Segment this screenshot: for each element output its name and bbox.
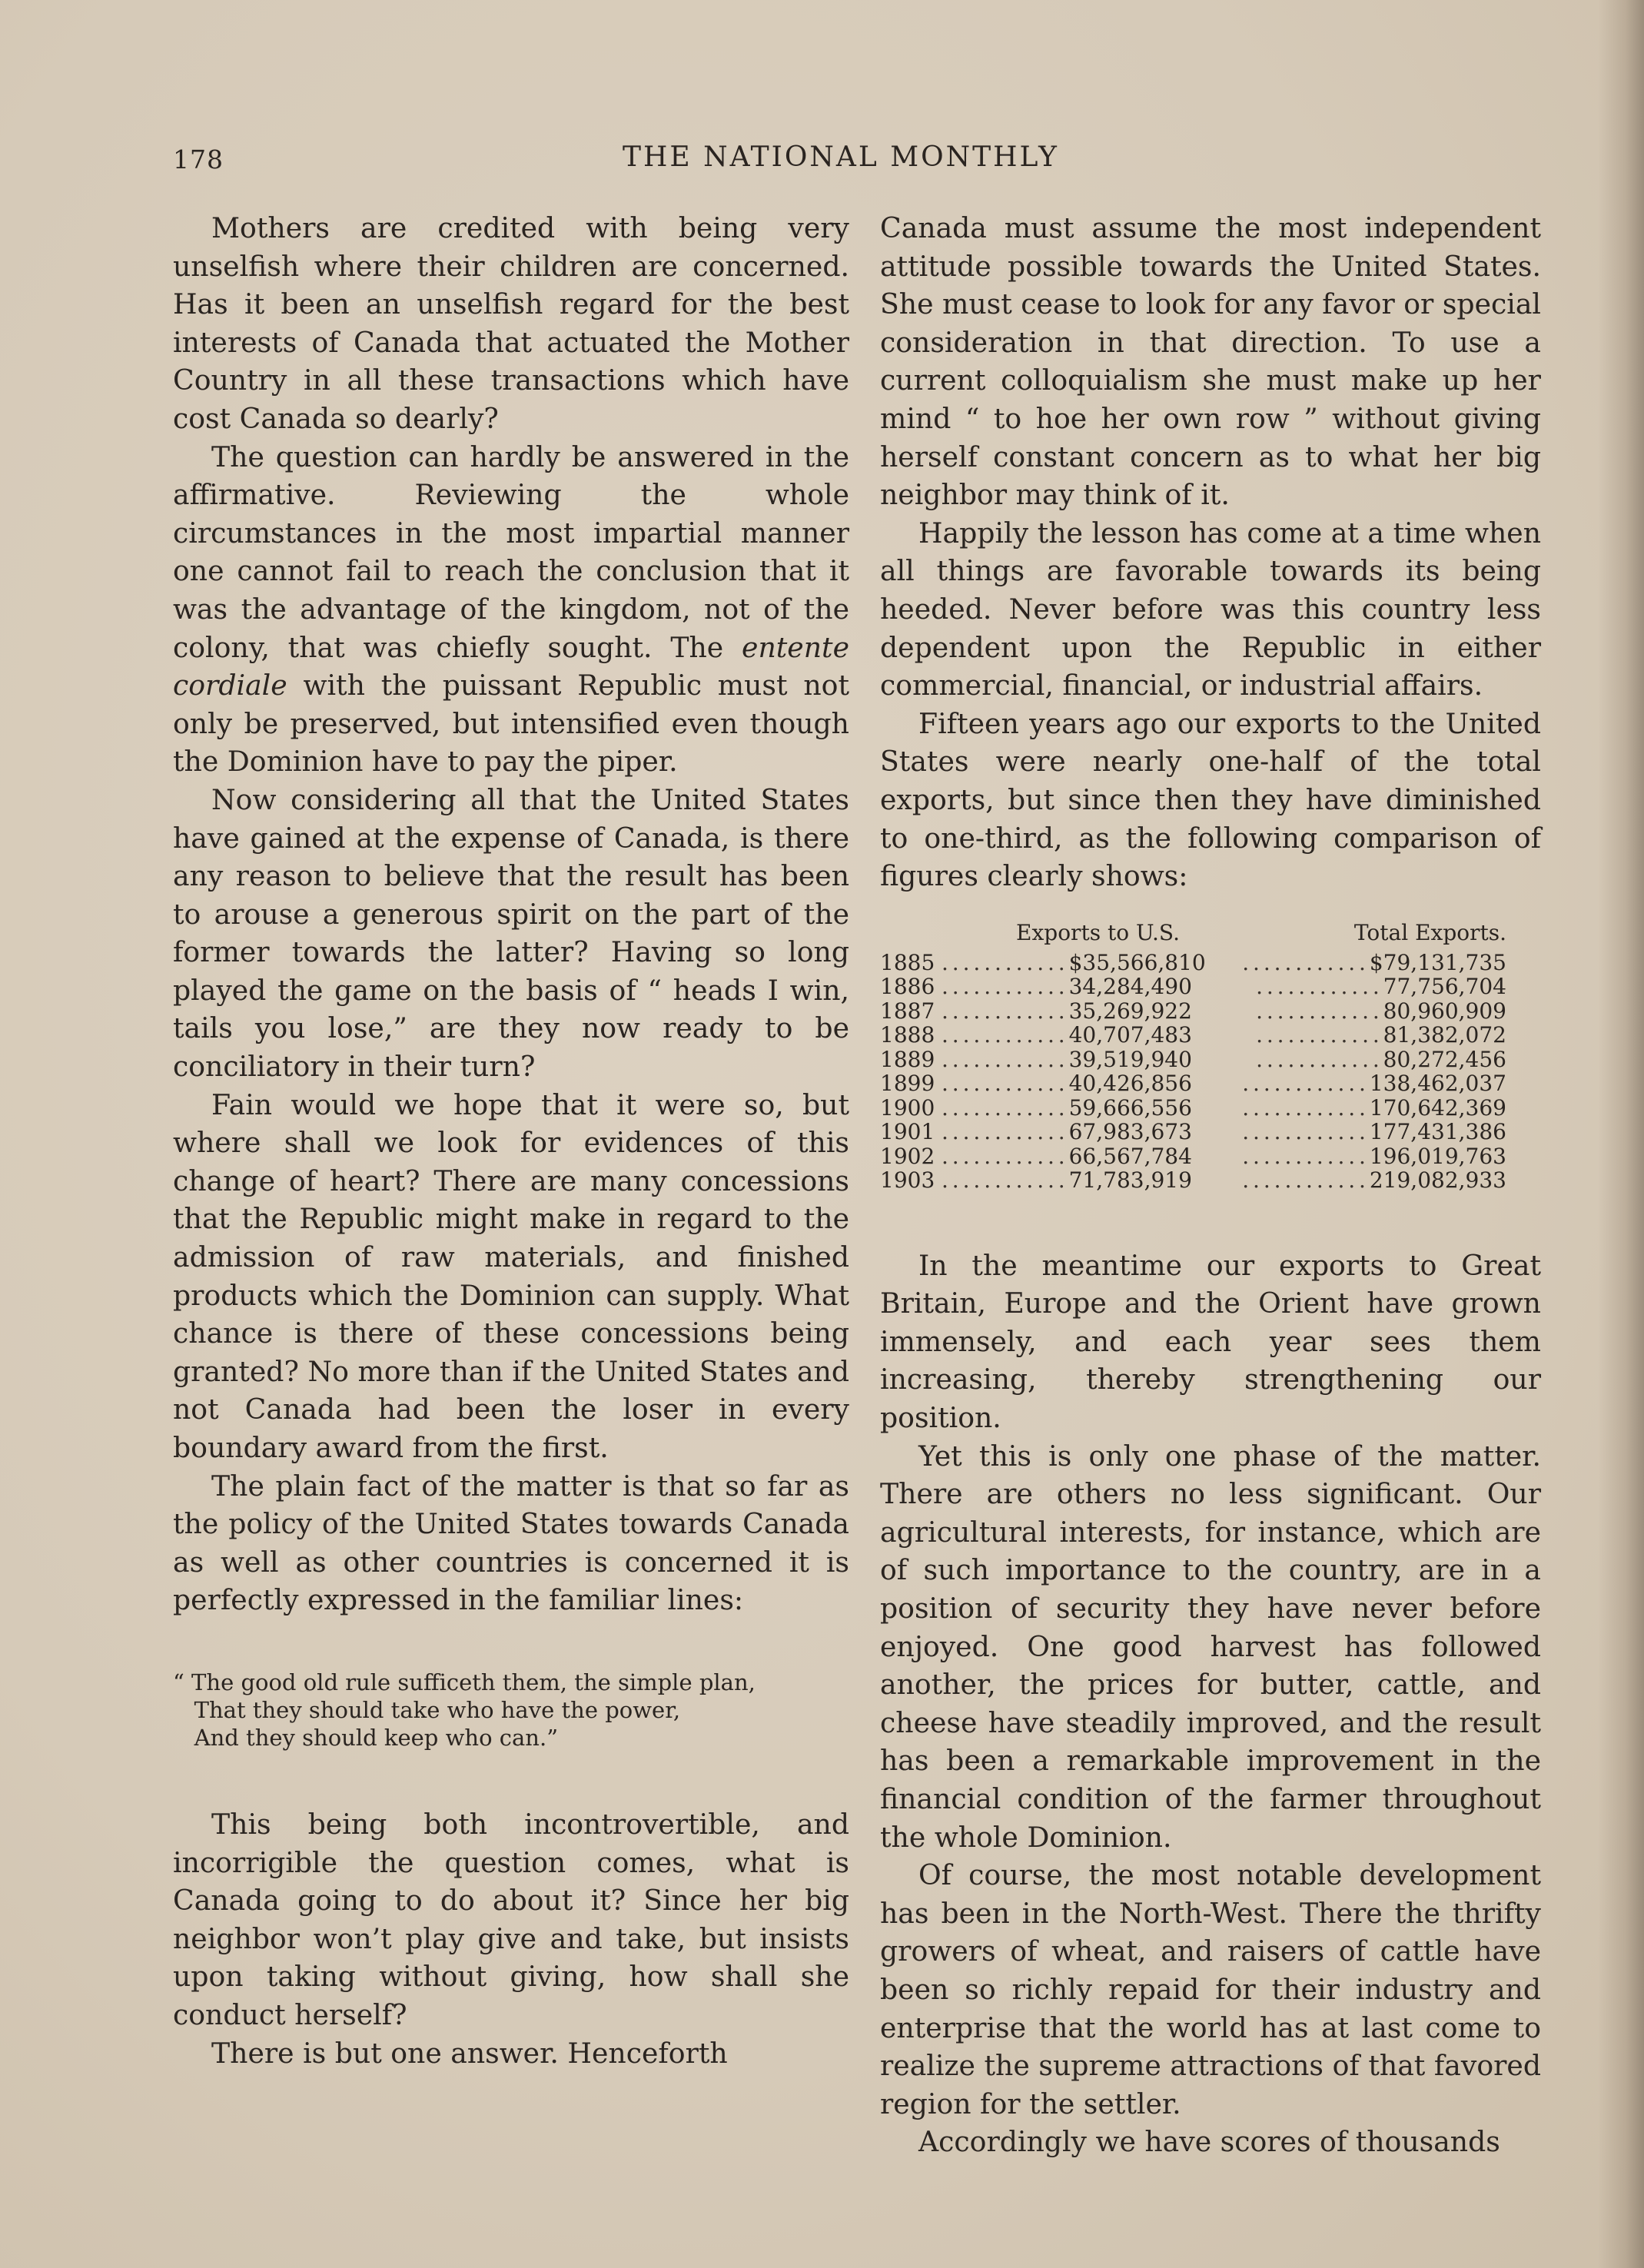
column-header-total-exports: Total Exports. bbox=[1353, 919, 1506, 945]
paragraph: Happily the lesson has come at a time when all things are favorable towards its being heeded. Never before was this country less dependent upon the Republic in either commercial, financial, or industrial affairs. bbox=[880, 516, 1541, 702]
table-row bbox=[880, 1071, 1541, 1096]
paragraph: Fain would we hope that it were so, but where shall we look for evidences of this change of heart? There are many concessions that the Republic might make in regard to the admission of raw materials, and finished products which the Dominion can supply. What chance is there of these concessions being granted? No more than if the United States and not Canada had been the loser in every boundary award from the first. bbox=[173, 1088, 849, 1464]
paragraph: The question can hardly be answered in the affirmative. Reviewing the whole circumstances in the most impartial manner one cannot fail to reach the conclusion that it was the advantage of the kingdom, not of the colony, that was chiefly sought. The entente cordiale with the puissant Republic must not only be preserved, but intensified even though the Dominion have to pay the piper. bbox=[173, 440, 849, 779]
paragraph: Canada must assume the most independent attitude possible towards the United States. She must cease to look for any favor or special consideration in that direction. To use a current colloquialism she must make up her mind “ to hoe her own row ” without giving herself constant concern as to what her big neighbor may think of it. bbox=[880, 211, 1541, 512]
year-cell: 1889 bbox=[880, 1046, 935, 1072]
total-exports-cell: . . . . . . . . . . . . 170,642,369 bbox=[1242, 1094, 1506, 1121]
exports-us-cell: . . . . . . . . . . . . 34,284,490 bbox=[942, 974, 1192, 1000]
total-exports-cell: . . . . . . . . . . . . 81,382,072 bbox=[1256, 1022, 1506, 1048]
table-row bbox=[880, 1096, 1541, 1121]
exports-us-cell: . . . . . . . . . . . . 67,983,673 bbox=[942, 1119, 1192, 1145]
quote-line: That they should take who have the power, bbox=[173, 1696, 681, 1723]
table-header bbox=[880, 920, 1541, 951]
total-exports-cell: . . . . . . . . . . . . 138,462,037 bbox=[1242, 1071, 1506, 1097]
running-head: THE NATIONAL MONTHLY bbox=[623, 141, 1059, 173]
exports-table bbox=[880, 920, 1541, 1193]
paragraph: Now considering all that the United States have gained at the expense of Canada, is there any reason to believe that the result has been to arouse a generous spirit on the part of the former towards the latter? Having so long played the game on the basis of “ heads I win, tails you lose,” are they now ready to be conciliatory in their turn? bbox=[173, 782, 849, 1084]
paragraph: Mothers are credited with being very unselfish where their children are concerned. Has it been an unselfish regard for the best interests of Canada that actuated the Mother Country in all these transactions which have cost Canada so dearly? bbox=[173, 211, 849, 435]
table-row bbox=[880, 999, 1541, 1024]
total-exports-cell: . . . . . . . . . . . . 80,272,456 bbox=[1256, 1046, 1506, 1072]
page-edge-shadow bbox=[1598, 0, 1644, 2268]
total-exports-cell: . . . . . . . . . . . . 196,019,763 bbox=[1242, 1143, 1506, 1169]
year-cell: 1886 bbox=[880, 974, 935, 1000]
table-row bbox=[880, 1168, 1541, 1193]
italic-phrase: entente cordiale bbox=[173, 630, 849, 702]
total-exports-cell: . . . . . . . . . . . . 177,431,386 bbox=[1242, 1119, 1506, 1145]
exports-us-cell: . . . . . . . . . . . . 66,567,784 bbox=[942, 1143, 1192, 1169]
total-exports-cell: . . . . . . . . . . . . 80,960,909 bbox=[1256, 998, 1506, 1024]
exports-us-cell: . . . . . . . . . . . . 71,783,919 bbox=[942, 1167, 1192, 1194]
total-exports-cell: . . . . . . . . . . . . 219,082,933 bbox=[1242, 1167, 1506, 1194]
paragraph: Yet this is only one phase of the matter. There are others no less significant. Our agricultural interests, for instance, which are of such importance to the country, are in a position of security they have never before enjoyed. One good harvest has followed another, the prices for butter, cattle, and cheese have steadily improved, and the result has been a remarkable improvement in the financial condition of the farmer throughout the whole Dominion. bbox=[880, 1439, 1541, 1854]
paragraph: Accordingly we have scores of thousands bbox=[918, 2125, 1500, 2159]
page-number: 178 bbox=[173, 144, 224, 174]
exports-us-cell: . . . . . . . . . . . . 40,426,856 bbox=[942, 1071, 1192, 1097]
verse-quotation bbox=[173, 1669, 849, 1752]
paragraph: In the meantime our exports to Great Britain, Europe and the Orient have grown immensely, and each year sees them increasing, thereby strengthening our position. bbox=[880, 1248, 1541, 1435]
column-header-exports-us: Exports to U.S. bbox=[1016, 919, 1180, 945]
paragraph: This being both incontrovertible, and incorrigible the question comes, what is Canada going to do about it? Since her big neighbor won’t play give and take, but insists upon taking without giving, how shall she conduct herself? bbox=[173, 1807, 849, 2031]
table-body bbox=[880, 951, 1541, 1193]
right-column bbox=[880, 209, 1541, 2161]
table-row bbox=[880, 1120, 1541, 1144]
table-row bbox=[880, 1144, 1541, 1169]
quote-line: “ The good old rule sufficeth them, the simple plan, bbox=[173, 1669, 756, 1695]
paragraph: Fifteen years ago our exports to the United States were nearly one-half of the total exports, but since then they have diminished to one-third, as the following comparison of figures clearly shows: bbox=[880, 706, 1541, 893]
paragraph: The plain fact of the matter is that so far as the policy of the United States towards Canada as well as other countries is concerned it is perfectly expressed in the familiar lines: bbox=[173, 1469, 849, 1617]
year-cell: 1885 bbox=[880, 949, 935, 975]
year-cell: 1887 bbox=[880, 998, 935, 1024]
table-row bbox=[880, 951, 1541, 975]
paragraph: Of course, the most notable development has been in the North-West. There the thrifty growers of wheat, and raisers of cattle have been so richly repaid for their industry and enterprise that the world has at last come to realize the supreme attractions of that favored region for the settler. bbox=[880, 1858, 1541, 2120]
year-cell: 1888 bbox=[880, 1022, 935, 1048]
exports-us-cell: . . . . . . . . . . . . 40,707,483 bbox=[942, 1022, 1192, 1048]
quote-line: And they should keep who can.” bbox=[173, 1724, 559, 1751]
exports-us-cell: . . . . . . . . . . . . 59,666,556 bbox=[942, 1094, 1192, 1121]
paragraph: There is but one answer. Henceforth bbox=[211, 2036, 728, 2070]
left-column bbox=[173, 209, 849, 2072]
total-exports-cell: . . . . . . . . . . . . $79,131,735 bbox=[1242, 949, 1506, 975]
table-row bbox=[880, 1048, 1541, 1072]
year-cell: 1900 bbox=[880, 1094, 935, 1121]
exports-us-cell: . . . . . . . . . . . . 39,519,940 bbox=[942, 1046, 1192, 1072]
year-cell: 1903 bbox=[880, 1167, 935, 1194]
total-exports-cell: . . . . . . . . . . . . 77,756,704 bbox=[1256, 974, 1506, 1000]
table-row bbox=[880, 1023, 1541, 1048]
exports-us-cell: . . . . . . . . . . . . 35,269,922 bbox=[942, 998, 1192, 1024]
year-cell: 1899 bbox=[880, 1071, 935, 1097]
year-cell: 1902 bbox=[880, 1143, 935, 1169]
table-row bbox=[880, 975, 1541, 999]
exports-us-cell: . . . . . . . . . . . . $35,566,810 bbox=[942, 949, 1206, 975]
year-cell: 1901 bbox=[880, 1119, 935, 1145]
